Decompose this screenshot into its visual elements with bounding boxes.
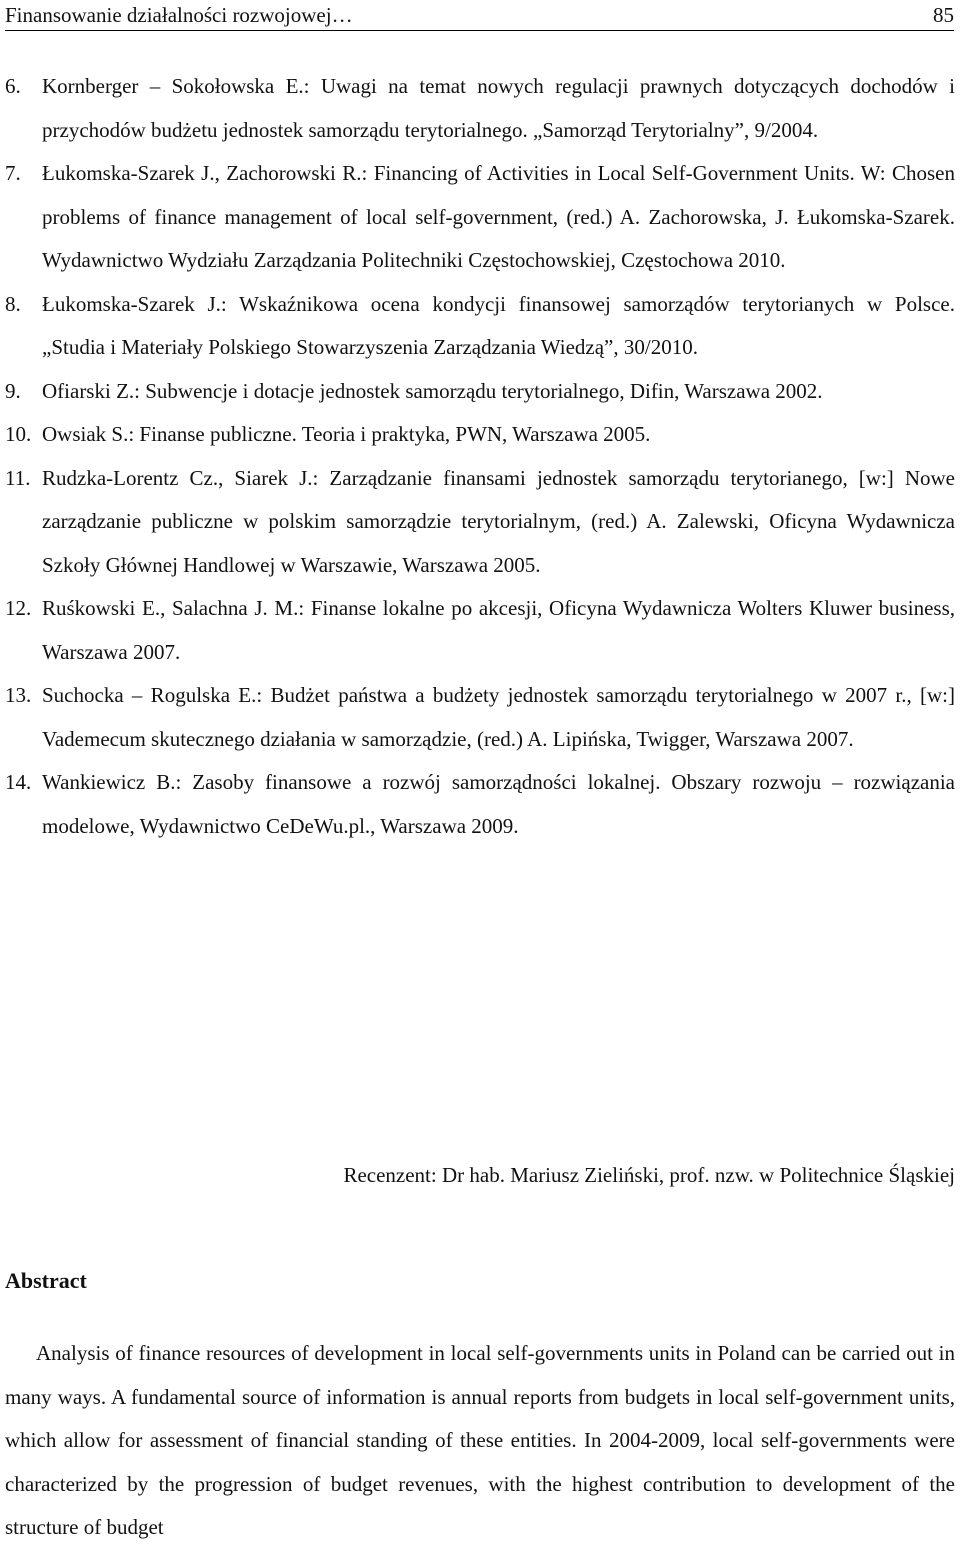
reference-item (5, 65, 955, 152)
reference-number: 6. (5, 74, 21, 98)
reference-text: Ruśkowski E., Salachna J. M.: Finanse lokalne po akcesji, Oficyna Wydawnicza Wolters Kluwer business, Warszawa 2007. (42, 596, 955, 664)
reference-item (5, 674, 955, 761)
reference-item (5, 457, 955, 588)
reference-number: 9. (5, 378, 21, 403)
reference-text: Łukomska-Szarek J., Zachorowski R.: Financing of Activities in Local Self-Government Units. W: Chosen problems of finance management of local self-government, (red.) A. Zachorowska, J. Łukomska-Szarek. Wydawnictwo Wydziału Zarządzania Politechniki Częstochowskiej, Częstochowa 2010. (42, 161, 955, 272)
reference-number: 10. (5, 422, 32, 446)
reference-number: 12. (5, 596, 32, 620)
reference-item (5, 152, 955, 283)
reference-text: Rudzka-Lorentz Cz., Siarek J.: Zarządzanie finansami jednostek samorządu terytorianego, [w:] Nowe zarządzanie publiczne w polskim samorządzie terytorialnym, (red.) A. Zalewski, Oficyna Wydawnicza Szkoły Głównej Handlowej w Warszawie, Warszawa 2005. (42, 465, 955, 577)
abstract-heading: Abstract (5, 1268, 87, 1293)
reviewer-note: Recenzent: Dr hab. Mariusz Zieliński, prof. nzw. w Politechnice Śląskiej (343, 1163, 955, 1187)
running-header (5, 0, 954, 31)
running-title: Finansowanie działalności rozwojowej… (5, 3, 353, 27)
reference-text: Suchocka – Rogulska E.: Budżet państwa a budżety jednostek samorządu terytorialnego w 2007 r., [w:] Vademecum skutecznego działania w samorządzie, (red.) A. Lipińska, Twigger, Warszawa 2007. (42, 683, 955, 751)
reference-number: 14. (5, 770, 32, 794)
reference-item (5, 413, 955, 457)
reference-list (5, 65, 955, 848)
reference-item (5, 370, 955, 414)
reference-item (5, 283, 955, 370)
reference-text: Wankiewicz B.: Zasoby finansowe a rozwój samorządności lokalnej. Obszary rozwoju – rozwiązania modelowe, Wydawnictwo CeDeWu.pl., Warszawa 2009. (42, 770, 955, 838)
reference-number: 8. (5, 291, 21, 316)
reference-number: 7. (5, 161, 21, 185)
reference-text: Ofiarski Z.: Subwencje i dotacje jednostek samorządu terytorialnego, Difin, Warszawa 2002. (42, 378, 823, 403)
page-number: 85 (933, 3, 954, 27)
reference-text: Kornberger – Sokołowska E.: Uwagi na temat nowych regulacji prawnych dotyczących dochodów i przychodów budżetu jednostek samorządu terytorialnego. „Samorząd Terytorialny”, 9/2004. (42, 74, 955, 142)
reference-item (5, 587, 955, 674)
reference-text: Owsiak S.: Finanse publiczne. Teoria i praktyka, PWN, Warszawa 2005. (42, 422, 651, 446)
reference-number: 11. (5, 465, 31, 490)
reference-text: Łukomska-Szarek J.: Wskaźnikowa ocena kondycji finansowej samorządów terytorianych w Polsce. „Studia i Materiały Polskiego Stowarzyszenia Zarządzania Wiedzą”, 30/2010. (42, 291, 955, 359)
reference-number: 13. (5, 683, 32, 707)
abstract-paragraph: Analysis of finance resources of development in local self-governments units in Poland can be carried out in many ways. A fundamental source of information is annual reports from budgets in local self-government units, which allow for assessment of financial standing of these entities. In 2004-2009, local self-governments were characterized by the progression of budget revenues, with the highest contribution to development of the structure of budget (5, 1341, 955, 1539)
reference-item (5, 761, 955, 848)
